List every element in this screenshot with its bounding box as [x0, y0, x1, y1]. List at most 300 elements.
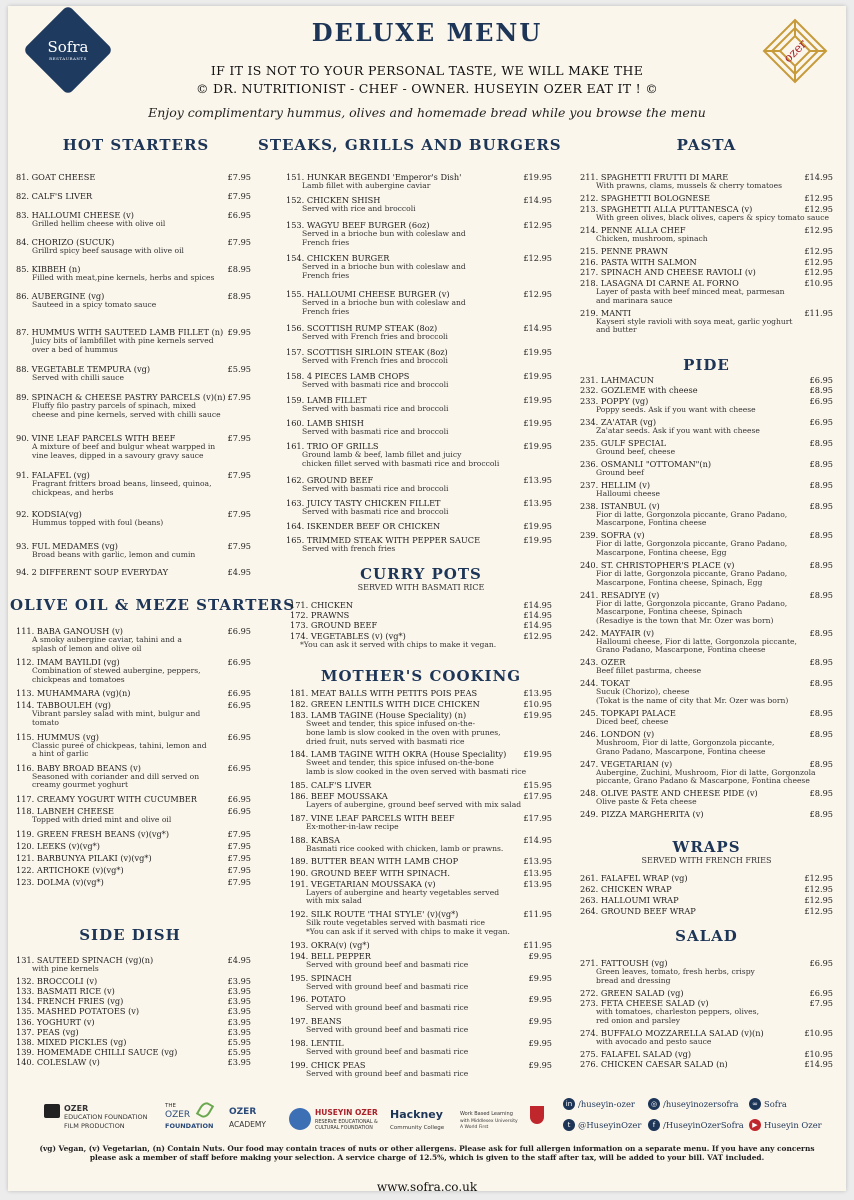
menu-item: [580, 729, 833, 756]
facebook-icon: f: [648, 1119, 660, 1131]
menu-item-price: £10.95: [523, 699, 552, 710]
globe-icon: [289, 1108, 311, 1130]
menu-item: [286, 395, 552, 414]
menu-item: [16, 996, 251, 1006]
menu-item-description: Layers of aubergine and hearty vegetables served with mix salad: [306, 887, 500, 906]
menu-item-price: £3.95: [227, 1006, 251, 1017]
menu-item: [286, 475, 552, 494]
menu-item-description: Classic pureé of chickpeas, tahini, lemon and a hint of garlic: [32, 740, 207, 759]
menu-item: [286, 418, 552, 437]
menu-item-price: £7.95: [227, 852, 251, 863]
menu-item-name: 242. MAYFAIR (v): [580, 627, 655, 638]
menu-item-name: 90. VINE LEAF PARCELS WITH BEEF: [16, 433, 176, 443]
social-twitter[interactable]: [563, 1119, 641, 1131]
menu-item: [16, 976, 251, 986]
menu-item: [580, 998, 833, 1025]
menu-item: [16, 841, 251, 851]
menu-item-description: Fior di latte, Gorgonzola piccante, Grano Padano, Mascarpone, Fontina cheese, Spinach, Egg: [596, 569, 788, 587]
logo-film-production: FILM PRODUCTION: [64, 1122, 125, 1130]
social-tripadvisor[interactable]: [749, 1098, 787, 1110]
menu-item-description: Fior di latte, Gorgonzola piccante, Grano Padano, Mascarpone, Fontina cheese: [596, 509, 788, 528]
social-instagram-label: /huseyinozersofra: [663, 1099, 739, 1109]
menu-item-price: £7.95: [227, 433, 251, 443]
menu-item-description: Fior di latte, Gorgonzola piccante, Grano Padano, Mascarpone, Fontina cheese, Egg: [596, 539, 788, 557]
menu-item-name: 244. TOKAT: [580, 678, 630, 689]
menu-item-description: Served with ground beef and basmati rice: [306, 959, 469, 969]
menu-item-description: Served with ground beef and basmati rice: [306, 1003, 469, 1013]
menu-item-name: 174. VEGETABLES (v) (vg*): [290, 630, 406, 641]
menu-item: [16, 392, 251, 419]
allergen-note: (vg) Vegan, (v) Vegetarian, (n) Contain Nuts. Our food may contain traces of nuts or other allergens. Please ask for full allergen information on a separate menu. If you have any concerns please ask a member of staff before making your selection. A service charge of 12.5%, which is given to the staff after tax, will be added to your bill. VAT included.: [39, 1144, 815, 1162]
menu-item: [580, 530, 833, 557]
section-title-meze: OLIVE OIL & MEZE STARTERS: [10, 596, 296, 614]
menu-item: [290, 909, 552, 936]
menu-item: [286, 498, 552, 517]
menu-item-price: £7.95: [227, 828, 251, 839]
menu-item-name: 238. ISTANBUL (v): [580, 500, 660, 511]
menu-item-description: Vibrant parsley salad with mint, bulgur and tomato: [32, 709, 201, 727]
menu-item: [290, 856, 552, 866]
menu-item-description: Served in a brioche bun with coleslaw and French fries: [302, 262, 466, 280]
menu-item-price: £14.95: [523, 323, 552, 333]
social-linkedin[interactable]: [563, 1098, 635, 1110]
menu-item-price: £19.95: [523, 347, 552, 357]
menu-item-name: 115. HUMMUS (vg): [16, 731, 100, 742]
menu-item-price: £6.95: [809, 375, 833, 385]
menu-item-name: 113. MUHAMMARA (vg)(n): [16, 688, 131, 699]
menu-item-price: £12.95: [804, 225, 833, 235]
menu-item-price: £4.95: [227, 567, 251, 577]
menu-item-name: 85. KIBBEH (n): [16, 264, 81, 274]
menu-item-price: £9.95: [528, 1016, 552, 1027]
menu-item: [580, 438, 833, 457]
menu-item-price: £7.95: [227, 840, 251, 851]
menu-item-name: 214. PENNE ALLA CHEF: [580, 225, 686, 235]
menu-item: [16, 210, 251, 229]
menu-item-price: £8.95: [809, 479, 833, 490]
menu-item-description: A smoky aubergine caviar, tahini and a splash of lemon and olive oil: [32, 635, 182, 653]
menu-item-price: £7.95: [227, 470, 251, 480]
menu-item-description: Served with basmati rice and broccoli: [302, 404, 449, 413]
menu-item-price: £19.95: [523, 710, 552, 721]
section-title-salad: SALAD: [675, 927, 738, 945]
menu-item-price: £6.95: [227, 762, 251, 773]
menu-item-description: With green olives, black olives, capers & spicy tomato sauce: [596, 212, 830, 222]
menu-item-price: £9.95: [528, 1059, 552, 1070]
menu-item-price: £14.95: [523, 610, 552, 621]
menu-item: [290, 699, 552, 709]
menu-item-name: 192. SILK ROUTE 'THAI STYLE' (v)(vg*): [290, 909, 459, 920]
menu-item-description: Juicy bits of lambfillet with pine kernels served over a bed of hummus: [32, 336, 214, 354]
menu-item-price: £6.95: [809, 416, 833, 427]
menu-item-name: 234. ZA'ATAR (vg): [580, 416, 657, 427]
menu-item: [580, 172, 833, 191]
menu-item-description: Served with ground beef and basmati rice: [306, 1047, 469, 1056]
logo-academy: ACADEMY: [229, 1120, 266, 1129]
menu-item-description: Olive paste & Feta cheese: [596, 797, 697, 807]
menu-item-name: 83. HALLOUMI CHEESE (v): [16, 210, 134, 220]
menu-item: [16, 865, 251, 875]
menu-item-price: £14.95: [804, 1059, 833, 1069]
menu-item: [286, 289, 552, 316]
menu-item: [580, 417, 833, 436]
menu-item-price: £14.95: [804, 172, 833, 182]
menu-item: [16, 829, 251, 839]
menu-item-description: Broad beans with garlic, lemon and cumin: [32, 550, 196, 559]
menu-item: [16, 567, 251, 577]
menu-item-price: £19.95: [523, 395, 552, 405]
menu-item: [580, 958, 833, 985]
menu-item-price: £3.95: [227, 975, 251, 986]
menu-item: [290, 879, 552, 906]
menu-item-price: £6.95: [227, 794, 251, 804]
menu-item: [580, 1028, 833, 1047]
menu-item-price: £19.95: [523, 749, 552, 760]
menu-item-name: 132. BROCCOLI (v): [16, 975, 98, 986]
menu-item: [290, 951, 552, 970]
header-line-2: © DR. NUTRITIONIST - CHEF - OWNER. HUSEYIN OZER EAT IT ! ©: [195, 81, 659, 96]
menu-item-price: £15.95: [523, 779, 552, 790]
menu-item: [580, 1049, 833, 1059]
menu-item-name: 140. COLESLAW (v): [16, 1057, 100, 1068]
menu-item-description: Green leaves, tomato, fresh herbs, crispy bread and dressing: [596, 967, 755, 985]
menu-item-price: £19.95: [523, 521, 552, 531]
menu-item-name: 231. LAHMACUN: [580, 375, 654, 385]
menu-item-price: £14.95: [523, 620, 552, 631]
menu-item: [290, 1016, 552, 1035]
menu-item-name: 163. JUICY TASTY CHICKEN FILLET: [286, 498, 441, 508]
menu-item-description: with pine kernels: [32, 964, 99, 973]
menu-item: [16, 433, 251, 460]
menu-item-description: Served with french fries: [302, 544, 396, 553]
menu-item-name: 94. 2 DIFFERENT SOUP EVERYDAY: [16, 567, 169, 577]
section-title-hot_starters: HOT STARTERS: [62, 136, 210, 154]
menu-item-description: Chicken, mushroom, spinach: [596, 234, 708, 243]
social-facebook-label: /HuseyinOzerSofra: [663, 1120, 744, 1130]
menu-item-price: £12.95: [804, 246, 833, 257]
menu-item: [16, 1047, 251, 1057]
menu-item-price: £8.95: [809, 758, 833, 769]
menu-item: [290, 780, 552, 790]
menu-item: [290, 631, 552, 650]
ozer-academy-logo: [229, 1108, 284, 1138]
menu-item-price: £14.95: [523, 195, 552, 205]
menu-item-price: £3.95: [227, 1026, 251, 1037]
website-url[interactable]: www.sofra.co.uk: [376, 1180, 478, 1194]
menu-item-price: £13.95: [523, 856, 552, 867]
menu-item-name: 215. PENNE PRAWN: [580, 246, 669, 257]
menu-item-name: 92. KODSIA(vg): [16, 509, 82, 519]
menu-item-price: £9.95: [528, 1038, 552, 1048]
menu-item-price: £19.95: [523, 535, 552, 545]
menu-item-name: 93. FUL MEDAMES (vg): [16, 541, 118, 551]
menu-item-description: *You can ask it served with chips to make it vegan.: [300, 639, 497, 649]
menu-item-price: £19.95: [523, 371, 552, 381]
menu-item: [580, 884, 833, 894]
menu-item: [16, 626, 251, 653]
menu-item: [16, 853, 251, 863]
menu-item-description: Ex-mother-in-law recipe: [306, 821, 399, 831]
menu-item: [16, 364, 251, 383]
menu-item-price: £9.95: [528, 950, 552, 961]
menu-item: [580, 657, 833, 676]
menu-item-price: £17.95: [523, 812, 552, 823]
menu-item-name: 246. LONDON (v): [580, 729, 655, 739]
menu-item-name: 236. OSMANLI "OTTOMAN"(n): [580, 458, 712, 469]
menu-item: [580, 501, 833, 528]
menu-item-price: £8.95: [227, 291, 251, 301]
social-youtube[interactable]: [749, 1119, 822, 1131]
menu-item-price: £8.95: [809, 627, 833, 638]
menu-item-name: 248. OLIVE PASTE AND CHEESE PIDE (v): [580, 788, 758, 799]
menu-item: [580, 628, 833, 655]
menu-item-description: Fluffy filo pastry parcels of spinach, mixed cheese and pine kernels, served with chilli sauce: [32, 401, 221, 419]
menu-item-description: A mixture of beef and bulgur wheat warpped in vine leaves, dipped in a savoury gravy sauce: [32, 442, 216, 460]
menu-item-price: £8.95: [809, 437, 833, 448]
menu-item-name: 181. MEAT BALLS WITH PETITS POIS PEAS: [290, 688, 478, 698]
menu-item: [16, 509, 251, 528]
section-title-wraps: WRAPS: [672, 838, 741, 856]
menu-item-price: £10.95: [804, 278, 833, 288]
menu-item-price: £12.95: [804, 906, 833, 916]
menu-item-price: £7.95: [227, 509, 251, 519]
menu-item-name: 119. GREEN FRESH BEANS (v)(vg*): [16, 828, 170, 839]
menu-item-name: 247. VEGETARIAN (v): [580, 758, 673, 769]
menu-item-name: 199. CHICK PEAS: [290, 1059, 366, 1070]
menu-item-name: 112. IMAM BAYILDI (vg): [16, 657, 120, 668]
menu-item-name: 120. LEEKS (v)(vg*): [16, 840, 100, 851]
menu-item-description: Combination of stewed aubergine, peppers, chickpeas and tomatoes: [32, 666, 201, 684]
menu-item: [580, 193, 833, 203]
menu-item-price: £19.95: [523, 172, 552, 182]
menu-item-description: Sauteed in a spicy tomato sauce: [32, 300, 157, 309]
menu-item-price: £8.95: [809, 809, 833, 820]
instagram-icon: ◎: [648, 1098, 660, 1110]
middlesex-logo: [460, 1104, 560, 1138]
menu-item-price: £13.95: [523, 867, 552, 878]
social-tripadvisor-label: Sofra: [764, 1099, 787, 1109]
menu-item: [16, 191, 251, 201]
menu-item-name: 116. BABY BROAD BEANS (v): [16, 762, 141, 773]
logo-ozer-text: OZER: [64, 1104, 89, 1113]
menu-item: [286, 521, 552, 531]
menu-item-description: Beef fillet pastırma, cheese: [596, 666, 702, 676]
menu-item-description: with tomatoes, charleston peppers, olives, red onion and parsley: [596, 1007, 759, 1025]
menu-item-name: 160. LAMB SHISH: [286, 418, 364, 428]
menu-item: [16, 806, 251, 825]
menu-item: [580, 895, 833, 905]
film-camera-icon: [44, 1104, 60, 1118]
logo-community-college: Community College: [390, 1125, 445, 1131]
menu-item-name: 218. LASAGNA DI CARNE AL FORNO: [580, 278, 739, 288]
menu-item-description: Mushroom, Fior di latte, Gorgonzola piccante, Grano Padano, Mascarpone, Fontina cheese: [596, 738, 775, 756]
menu-item: [290, 1060, 552, 1079]
menu-item-name: 182. GREEN LENTILS WITH DICE CHICKEN: [290, 699, 480, 710]
menu-item-description: Hummus topped with foul (beans): [32, 518, 164, 527]
menu-item-name: 131. SAUTEED SPINACH (vg)(n): [16, 955, 154, 965]
menu-item: [16, 291, 251, 310]
menu-item: [290, 973, 552, 992]
menu-title: DELUXE MENU: [311, 18, 543, 47]
menu-item: [16, 700, 251, 727]
social-instagram[interactable]: [648, 1098, 739, 1110]
menu-item-name: 138. MIXED PICKLES (vg): [16, 1037, 127, 1047]
menu-item-description: Grillrd spicy beef sausage with olive oil: [32, 246, 184, 255]
menu-item-price: £13.95: [523, 498, 552, 508]
menu-item-name: 137. PEAS (vg): [16, 1026, 79, 1037]
menu-item-description: Poppy seeds. Ask if you want with cheese: [596, 404, 756, 414]
menu-item-description: Served with basmati rice and broccoli: [302, 380, 449, 389]
menu-item-name: 86. AUBERGINE (vg): [16, 291, 105, 301]
menu-item: [286, 441, 552, 468]
menu-item-name: 164. ISKENDER BEEF OR CHICKEN: [286, 521, 441, 531]
menu-item-name: 241. RESADIYE (v): [580, 589, 660, 600]
menu-item-name: 232. GOZLEME with cheese: [580, 385, 698, 396]
menu-item: [16, 237, 251, 256]
menu-item-name: 122. ARTICHOKE (v)(vg*): [16, 864, 124, 875]
logo-hackney: Hackney: [390, 1108, 443, 1121]
menu-item-name: 198. LENTIL: [290, 1038, 344, 1048]
menu-item-price: £8.95: [809, 729, 833, 739]
menu-item-name: 212. SPAGHETTI BOLOGNESE: [580, 193, 710, 204]
menu-item-name: 272. GREEN SALAD (vg): [580, 987, 684, 998]
menu-item: [290, 835, 552, 854]
menu-item-name: 274. BUFFALO MOZZARELLA SALAD (v)(n): [580, 1027, 764, 1038]
menu-item-name: 197. BEANS: [290, 1016, 342, 1027]
menu-item-name: 262. CHICKEN WRAP: [580, 884, 672, 894]
menu-item-name: 213. SPAGHETTI ALLA PUTTANESCA (v): [580, 203, 753, 214]
menu-item-description: Ground beef, cheese: [596, 446, 676, 456]
menu-item-price: £9.95: [227, 327, 251, 337]
menu-item-name: 190. GROUND BEEF WITH SPINACH.: [290, 867, 451, 878]
menu-item-name: 111. BABA GANOUSH (v): [16, 626, 123, 636]
menu-item-description: Fior di latte, Gorgonzola piccante, Grano Padano, Mascarpone, Fontina cheese, Spinach (Resadiye is the town that Mr. Ozer was born): [596, 598, 788, 625]
menu-item-price: £12.95: [804, 873, 833, 883]
menu-item-name: 136. YOGHURT (v): [16, 1016, 95, 1027]
menu-item: [580, 459, 833, 478]
menu-item-description: Served with basmati rice and broccoli: [302, 484, 449, 493]
menu-item-description: Ground lamb & beef, lamb fillet and juicy chicken fillet served with basmati rice and broccoli: [302, 450, 500, 468]
menu-item: [290, 994, 552, 1013]
menu-item-name: 91. FALAFEL (vg): [16, 470, 90, 480]
menu-item-name: 165. TRIMMED STEAK WITH PEPPER SAUCE: [286, 535, 481, 545]
menu-item-price: £12.95: [523, 220, 552, 230]
section-subtitle-wraps: SERVED WITH FRENCH FRIES: [641, 856, 772, 865]
menu-item-price: £12.95: [523, 289, 552, 299]
menu-item-price: £8.95: [809, 530, 833, 541]
menu-item: [16, 1017, 251, 1027]
menu-item-description: Sucuk (Chorizo), cheese (Tokat is the name of city that Mr. Ozer was born): [596, 687, 789, 705]
menu-item-name: 162. GROUND BEEF: [286, 475, 374, 485]
menu-item-description: Aubergine, Zuchini, Mushroom, Fior di latte, Gorgonzola piccante, Grano Padano & Mascarpone, Fontina cheese: [596, 767, 816, 786]
ozer-logo-text: ozer: [780, 36, 810, 66]
menu-item: [16, 986, 251, 996]
menu-item-price: £10.95: [804, 1048, 833, 1059]
menu-item-name: 189. BUTTER BEAN WITH LAMB CHOP: [290, 856, 459, 867]
menu-item: [580, 257, 833, 267]
menu-item-name: 186. BEEF MOUSSAKA: [290, 791, 388, 801]
social-twitter-label: @HuseyinOzer: [578, 1120, 642, 1130]
menu-item-price: £12.95: [804, 267, 833, 278]
menu-item-name: 191. VEGETARIAN MOUSSAKA (v): [290, 878, 436, 889]
menu-item-name: 249. PIZZA MARGHERITA (v): [580, 809, 704, 820]
logo-cultural: CULTURAL FOUNDATION: [315, 1126, 373, 1131]
menu-item-price: £8.95: [809, 560, 833, 570]
social-facebook[interactable]: [648, 1119, 744, 1131]
section-title-side: SIDE DISH: [79, 926, 181, 944]
menu-item-price: £7.95: [809, 998, 833, 1008]
menu-item: [16, 688, 251, 698]
menu-item-price: £6.95: [809, 958, 833, 968]
tripadvisor-icon: ∞: [749, 1098, 761, 1110]
menu-item-name: 211. SPAGHETTI FRUTTI DI MARE: [580, 172, 729, 182]
menu-item: [16, 541, 251, 560]
menu-item-price: £6.95: [227, 806, 251, 816]
menu-item-price: £8.95: [809, 589, 833, 600]
menu-item: [290, 710, 552, 746]
menu-item-name: 235. GULF SPECIAL: [580, 437, 666, 448]
menu-item-price: £8.95: [809, 708, 833, 718]
menu-item-price: £12.95: [804, 884, 833, 894]
menu-item-price: £12.95: [804, 193, 833, 204]
menu-item-description: With prawns, clams, mussels & cherry tomatoes: [596, 181, 782, 190]
menu-item-name: 245. TOPKAPI PALACE: [580, 708, 676, 718]
menu-item-name: 196. POTATO: [290, 994, 346, 1005]
menu-item-name: 188. KABSA: [290, 834, 341, 845]
menu-item-price: £14.95: [523, 600, 552, 610]
menu-item-name: 157. SCOTTISH SIRLOIN STEAK (8oz): [286, 347, 448, 357]
menu-item-description: Served with chilli sauce: [32, 373, 125, 382]
ozer-foundation-logo: [163, 1102, 223, 1138]
menu-item: [580, 267, 833, 277]
menu-item-name: 155. HALLOUMI CHEESE BURGER (v): [286, 289, 450, 299]
menu-item-price: £7.95: [227, 541, 251, 551]
menu-item-price: £19.95: [523, 418, 552, 428]
logo-the: THE: [165, 1103, 176, 1109]
menu-item-price: £8.95: [227, 264, 251, 274]
menu-item-name: 156. SCOTTISH RUMP STEAK (8oz): [286, 323, 438, 333]
menu-item-name: 123. DOLMA (v)(vg*): [16, 876, 104, 887]
menu-item: [580, 708, 833, 727]
menu-item-name: 271. FATTOUSH (vg): [580, 958, 668, 968]
menu-item-description: Grilled hellim cheese with olive oil: [32, 219, 166, 228]
menu-item-description: Served with basmati rice and broccoli: [302, 507, 449, 516]
menu-item: [286, 195, 552, 214]
menu-item-price: £7.95: [227, 392, 251, 402]
menu-item-name: 275. FALAFEL SALAD (vg): [580, 1048, 692, 1059]
menu-item: [580, 759, 833, 786]
menu-item-name: 237. HELLIM (v): [580, 479, 651, 490]
menu-item-name: 121. BARBUNYA PILAKI (v)(vg*): [16, 852, 152, 863]
menu-item-description: Filled with meat,pine kernels, herbs and spices: [32, 273, 215, 282]
menu-item-description: Sweet and tender, this spice infused on-the- bone lamb is slow cooked in the oven with prunes, dried fruit, nuts served with basmati rice: [306, 719, 501, 746]
menu-item-price: £8.95: [809, 385, 833, 396]
menu-item: [290, 940, 552, 950]
menu-item-name: 81. GOAT CHEESE: [16, 172, 96, 182]
menu-item-description: Lamb fillet with aubergine caviar: [302, 181, 431, 190]
logo-edu-foundation: EDUCATION FOUNDATION: [64, 1113, 148, 1121]
menu-item-name: 194. BELL PEPPER: [290, 950, 371, 961]
menu-item: [580, 809, 833, 819]
menu-item-description: Basmati rice cooked with chicken, lamb or prawns.: [306, 843, 504, 853]
menu-item-name: 233. POPPY (vg): [580, 395, 649, 406]
menu-item-price: £8.95: [809, 657, 833, 668]
menu-item-price: £3.95: [227, 1016, 251, 1027]
menu-item-name: 82. CALF'S LIVER: [16, 191, 93, 201]
logo-huseyin-ozer: HUSEYIN OZER: [315, 1108, 378, 1117]
menu-item: [580, 1059, 833, 1069]
menu-item-price: £12.95: [804, 895, 833, 905]
